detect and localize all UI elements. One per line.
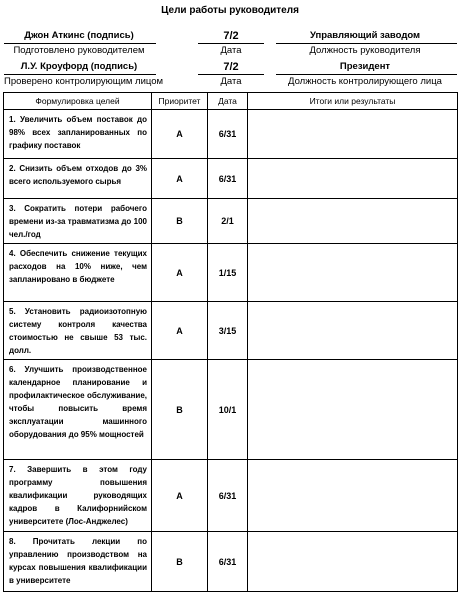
reviewer-name-line	[4, 74, 156, 75]
result-cell[interactable]	[248, 460, 458, 532]
table-row	[4, 302, 458, 360]
header-priority: Приоритет	[152, 93, 208, 110]
preparer-position: Управляющий заводом	[309, 30, 421, 41]
result-cell[interactable]	[248, 159, 458, 199]
preparer-position-line	[276, 43, 457, 44]
date-cell: 3/15	[208, 302, 248, 360]
preparer-name-caption: Подготовлено руководителем	[13, 45, 145, 56]
goal-cell: 6. Улучшить производственное календарное планирование и профилактическое обслуживание, чтобы повысить время эксплуатации машинного оборудования до 95% мощностей	[4, 360, 152, 460]
priority-cell: А	[152, 159, 208, 199]
goal-cell: 8. Прочитать лекции по управлению производством на курсах повышения квалификации в университете	[4, 532, 152, 592]
goals-table	[3, 92, 458, 592]
date-cell: 1/15	[208, 244, 248, 302]
form-title: Цели работы руководителя	[161, 5, 299, 16]
signature-row-1-captions	[0, 45, 460, 60]
header-results: Итоги или результаты	[248, 93, 458, 110]
result-cell[interactable]	[248, 110, 458, 159]
priority-cell: В	[152, 199, 208, 244]
preparer-name: Джон Аткинс (подпись)	[24, 30, 134, 41]
goal-cell: 7. Завершить в этом году программу повышения квалификации руководящих кадров в Калифорнийском университете (Лос-Анджелес)	[4, 460, 152, 532]
table-row	[4, 460, 458, 532]
preparer-position-caption: Должность руководителя	[309, 45, 421, 56]
goal-cell: 1. Увеличить объем поставок до 98% всех запланированных по графику поставок	[4, 110, 152, 159]
priority-cell: А	[152, 460, 208, 532]
priority-cell: А	[152, 244, 208, 302]
reviewer-name: Л.У. Кроуфорд (подпись)	[20, 61, 138, 72]
reviewer-position: Президент	[339, 61, 391, 72]
result-cell[interactable]	[248, 532, 458, 592]
preparer-name-line	[4, 43, 156, 44]
preparer-date-caption: Дата	[220, 45, 242, 56]
priority-cell: А	[152, 302, 208, 360]
priority-cell: В	[152, 532, 208, 592]
goal-cell: 4. Обеспечить снижение текущих расходов на 10% ниже, чем запланировано в бюджете	[4, 244, 152, 302]
result-cell[interactable]	[248, 360, 458, 460]
date-cell: 6/31	[208, 110, 248, 159]
goal-cell: 2. Снизить объем отходов до 3% всего используемого сырья	[4, 159, 152, 199]
preparer-date: 7/2	[223, 30, 239, 42]
result-cell[interactable]	[248, 199, 458, 244]
table-row	[4, 244, 458, 302]
date-cell: 2/1	[208, 199, 248, 244]
date-cell: 6/31	[208, 460, 248, 532]
date-cell: 10/1	[208, 360, 248, 460]
result-cell[interactable]	[248, 244, 458, 302]
reviewer-date-line	[198, 74, 264, 75]
reviewer-date-caption: Дата	[220, 76, 242, 87]
priority-cell: А	[152, 110, 208, 159]
table-row	[4, 199, 458, 244]
reviewer-date: 7/2	[223, 61, 239, 73]
header-date: Дата	[208, 93, 248, 110]
priority-cell: В	[152, 360, 208, 460]
table-row	[4, 360, 458, 460]
goal-cell: 5. Установить радиоизотопную систему контроля качества стоимостью не свыше 53 тыс. долл.	[4, 302, 152, 360]
result-cell[interactable]	[248, 302, 458, 360]
table-header-row	[4, 93, 458, 110]
table-row	[4, 532, 458, 592]
table-row	[4, 110, 458, 159]
date-cell: 6/31	[208, 159, 248, 199]
reviewer-position-caption: Должность контролирующего лица	[288, 76, 442, 87]
signature-row-2-captions	[0, 76, 460, 91]
preparer-date-line	[198, 43, 264, 44]
reviewer-name-caption: Проверено контролирующим лицом	[4, 76, 164, 87]
table-row	[4, 159, 458, 199]
header-goal: Формулировка целей	[4, 93, 152, 110]
reviewer-position-line	[276, 74, 457, 75]
date-cell: 6/31	[208, 532, 248, 592]
goal-cell: 3. Сократить потери рабочего времени из-за травматизма до 100 чел./год	[4, 199, 152, 244]
